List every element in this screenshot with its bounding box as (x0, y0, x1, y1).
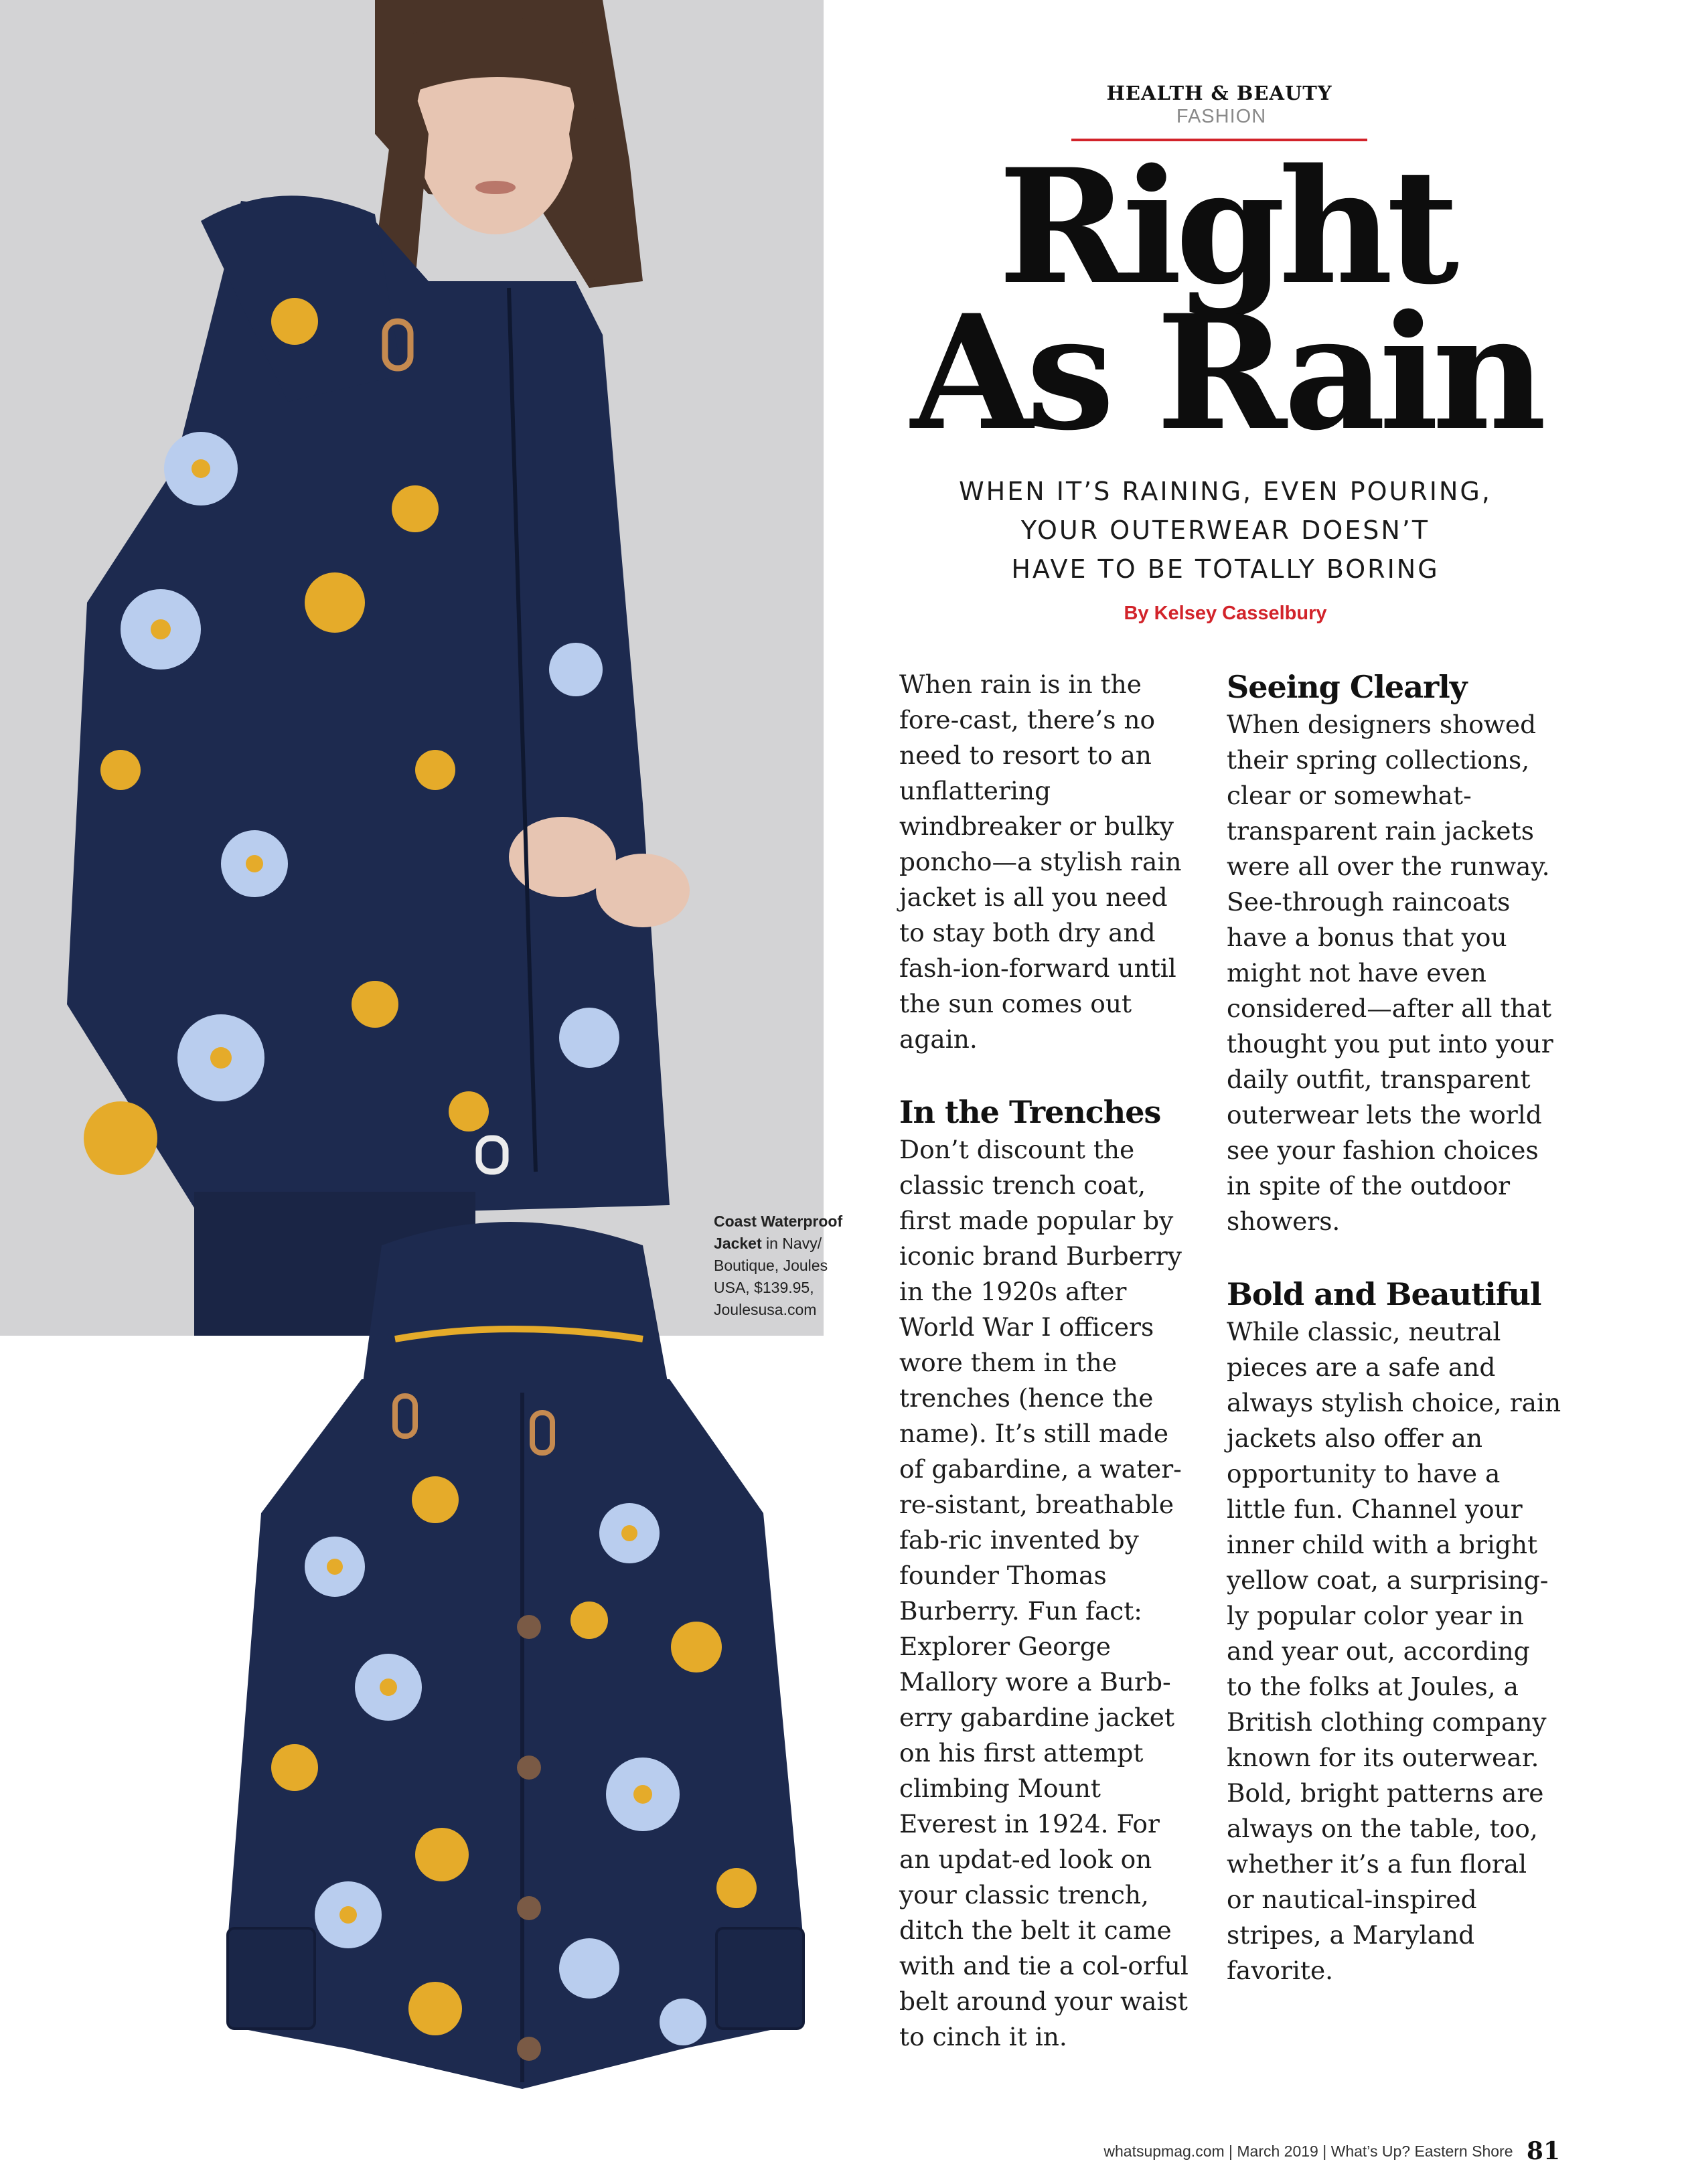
heading-seeing-clearly: Seeing Clearly (1227, 669, 1467, 705)
dek-line-2: YOUR OUTERWEAR DOESN’T (1020, 516, 1430, 545)
article-dek (891, 472, 1560, 589)
section-name: HEALTH & BEAUTY (1106, 82, 1332, 104)
model-photo (0, 0, 824, 1336)
paragraph-in-the-trenches: Don’t discount the classic trench coat, first made popular by iconic brand Burberry in the 1920s after World War I officers wore them in the trenches (hence the name). It’s still made of gabardine, a water-re-sistant, breathable fab-ric invented by founder Thomas Burberry. Fun fact: Explorer George Mallory wore a Burb-erry gabardine jacket on his first attempt climbing Mount Everest in 1924. For an updat-ed look on your classic trench, ditch the belt it came with and tie a col-orful belt around your waist to cinch it in. (899, 1135, 1189, 2051)
title-line-1: Right (998, 135, 1453, 319)
section-label (1071, 82, 1367, 141)
subsection-name: FASHION (1176, 106, 1267, 127)
page-number: 81 (1526, 2137, 1560, 2165)
footer-text: whatsupmag.com | March 2019 | What’s Up? Eastern Shore (1103, 2142, 1513, 2160)
article-title (891, 135, 1560, 465)
page-footer (937, 2137, 1560, 2165)
photo-caption (714, 1211, 848, 1321)
dek-line-3: HAVE TO BE TOTALLY BORING (1011, 554, 1440, 584)
jacket-product-photo (214, 1219, 817, 2102)
intro-paragraph: When rain is in the fore-cast, there’s no need to resort to an unflattering windbreaker or bulky poncho—a stylish rain jacket is all you need to stay both dry and fash-ion-forward until the sun comes out again. (899, 670, 1182, 1054)
paragraph-seeing-clearly: When designers showed their spring collections, clear or somewhat-transparent rain jackets were all over the runway. See-through raincoats have a bonus that you might not have even considered—after all that thought you put into your daily outfit, transparent outerwear lets the world see your fashion choices in spite of the outdoor showers. (1227, 710, 1553, 1236)
heading-bold-and-beautiful: Bold and Beautiful (1227, 1276, 1541, 1312)
dek-line-1: WHEN IT’S RAINING, EVEN POURING, (959, 477, 1492, 506)
caption-product-name: Coast Waterproof Jacket (714, 1213, 843, 1252)
paragraph-bold-and-beautiful: While classic, neutral pieces are a safe and always stylish choice, rain jackets also offer an opportunity to have a little fun. Channel your inner child with a bright yellow coat, a surprising-ly popular color year in and year out, according to the folks at Joules, a British clothing company known for its outerwear. Bold, bright patterns are always on the table, too, whether it’s a fun floral or nautical-inspired stripes, a Maryland favorite. (1227, 1317, 1561, 1985)
article-column-left (899, 667, 1194, 2055)
caption-product-details: in Navy/ Boutique, Joules USA, $139.95, Joulesusa.com (714, 1235, 828, 1318)
heading-in-the-trenches: In the Trenches (899, 1094, 1161, 1130)
article-column-right (1227, 667, 1561, 1988)
byline: By Kelsey Casselbury (1124, 603, 1327, 624)
title-line-2: As Rain (911, 281, 1540, 465)
